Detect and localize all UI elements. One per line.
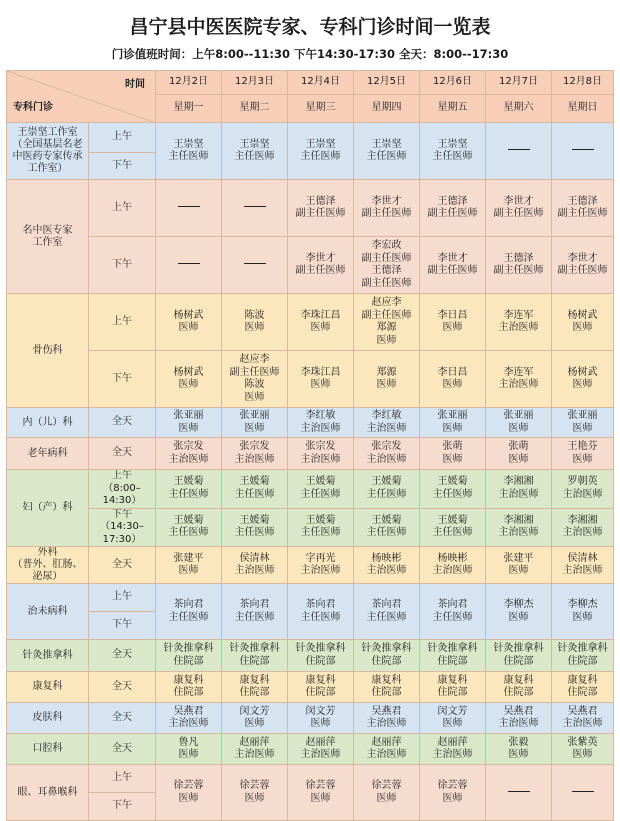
no-clinic-dash bbox=[244, 263, 266, 264]
doctor-cell: 针灸推拿科 住院部 bbox=[486, 640, 552, 672]
doctor-cell: 徐芸蓉 医师 bbox=[288, 765, 354, 821]
schedule-row bbox=[7, 351, 614, 408]
department-name: 名中医专家 工作室 bbox=[7, 180, 89, 294]
weekday-header: 星期六 bbox=[486, 95, 552, 123]
doctor-cell: 陈波 医师 bbox=[222, 294, 288, 351]
period-label: 全天 bbox=[89, 547, 156, 584]
schedule-row bbox=[7, 584, 614, 612]
department-name: 康复科 bbox=[7, 672, 89, 703]
period-label: 全天 bbox=[89, 672, 156, 703]
weekday-header: 星期五 bbox=[420, 95, 486, 123]
page-subtitle: 门诊值班时间：上午8:00--11:30 下午14:30-17:30 全天：8:00--17:30 bbox=[111, 47, 509, 61]
doctor-cell: 杨树武 医师 bbox=[156, 294, 222, 351]
department-name: 老年病科 bbox=[7, 438, 89, 470]
doctor-cell: 针灸推拿科 住院部 bbox=[156, 640, 222, 672]
period-label: 全天 bbox=[89, 734, 156, 765]
period-label: 下午 bbox=[89, 351, 156, 408]
doctor-cell: 王媛菊 主任医师 bbox=[222, 508, 288, 547]
schedule-row bbox=[7, 547, 614, 584]
schedule-row bbox=[7, 180, 614, 237]
doctor-cell: 张紫英 医师 bbox=[552, 734, 614, 765]
doctor-cell: 赵应李 副主任医师 郑源 医师 bbox=[354, 294, 420, 351]
schedule-row bbox=[7, 123, 614, 153]
doctor-cell: 吴燕君 主治医师 bbox=[552, 703, 614, 734]
doctor-cell bbox=[486, 123, 552, 180]
doctor-cell: 李世才 副主任医师 bbox=[486, 180, 552, 237]
doctor-cell: 吴燕君 主治医师 bbox=[156, 703, 222, 734]
department-name: 王崇坚工作室 （全国基层名老 中医药专家传承 工作室） bbox=[7, 123, 89, 180]
doctor-cell: 张宗发 主治医师 bbox=[222, 438, 288, 470]
doctor-cell: 张建平 医师 bbox=[156, 547, 222, 584]
doctor-cell bbox=[156, 237, 222, 294]
doctor-cell: 王崇坚 主任医师 bbox=[354, 123, 420, 180]
doctor-cell: 李世才 副主任医师 bbox=[288, 237, 354, 294]
doctor-cell: 康复科 住院部 bbox=[354, 672, 420, 703]
doctor-cell: 茶向君 主任医师 bbox=[222, 584, 288, 640]
doctor-cell: 王媛菊 主任医师 bbox=[288, 470, 354, 509]
doctor-cell: 字再光 主治医师 bbox=[288, 547, 354, 584]
period-label: 下午 （14:30–17:30） bbox=[89, 508, 156, 547]
weekday-header: 星期一 bbox=[156, 95, 222, 123]
page-title: 昌宁县中医医院专家、专科门诊时间一览表 bbox=[129, 16, 491, 38]
doctor-cell: 赵丽萍 主治医师 bbox=[420, 734, 486, 765]
date-header: 12月7日 bbox=[486, 71, 552, 95]
header-time-label: 时间 bbox=[125, 79, 145, 90]
doctor-cell: 王媛菊 主任医师 bbox=[288, 508, 354, 547]
doctor-cell: 王崇坚 主任医师 bbox=[288, 123, 354, 180]
doctor-cell: 张建平 医师 bbox=[486, 547, 552, 584]
doctor-cell: 闵文芳 医师 bbox=[288, 703, 354, 734]
schedule-row bbox=[7, 237, 614, 294]
doctor-cell: 张毅 医师 bbox=[486, 734, 552, 765]
date-header: 12月8日 bbox=[552, 71, 614, 95]
weekday-header: 星期三 bbox=[288, 95, 354, 123]
doctor-cell: 针灸推拿科 住院部 bbox=[354, 640, 420, 672]
doctor-cell: 徐芸蓉 医师 bbox=[420, 765, 486, 821]
schedule-row bbox=[7, 438, 614, 470]
period-label: 全天 bbox=[89, 640, 156, 672]
doctor-cell: 吴燕君 主治医师 bbox=[354, 703, 420, 734]
period-label: 下午 bbox=[89, 237, 156, 294]
doctor-cell: 李红敏 主治医师 bbox=[288, 408, 354, 438]
date-header: 12月4日 bbox=[288, 71, 354, 95]
doctor-cell: 王媛菊 主任医师 bbox=[354, 470, 420, 509]
period-label: 上午 bbox=[89, 180, 156, 237]
doctor-cell: 康复科 住院部 bbox=[552, 672, 614, 703]
doctor-cell: 针灸推拿科 住院部 bbox=[552, 640, 614, 672]
doctor-cell: 徐芸蓉 医师 bbox=[156, 765, 222, 821]
department-name: 针灸推拿科 bbox=[7, 640, 89, 672]
doctor-cell: 李连军 主治医师 bbox=[486, 351, 552, 408]
no-clinic-dash bbox=[178, 263, 200, 264]
department-name: 皮肤科 bbox=[7, 703, 89, 734]
period-label: 全天 bbox=[89, 703, 156, 734]
doctor-cell: 王崇坚 主任医师 bbox=[156, 123, 222, 180]
doctor-cell: 赵丽萍 主治医师 bbox=[288, 734, 354, 765]
date-header: 12月6日 bbox=[420, 71, 486, 95]
doctor-cell: 李珠江昌 医师 bbox=[288, 294, 354, 351]
schedule-row bbox=[7, 765, 614, 793]
doctor-cell: 杨树武 医师 bbox=[156, 351, 222, 408]
doctor-cell: 杨树武 医师 bbox=[552, 351, 614, 408]
period-label: 下午 bbox=[89, 793, 156, 821]
doctor-cell: 茶向君 主任医师 bbox=[420, 584, 486, 640]
doctor-cell: 李日昌 医师 bbox=[420, 351, 486, 408]
header-corner bbox=[7, 71, 156, 123]
period-label: 全天 bbox=[89, 438, 156, 470]
doctor-cell: 王艳芬 医师 bbox=[552, 438, 614, 470]
doctor-cell: 张宗发 主治医师 bbox=[156, 438, 222, 470]
period-label: 上午 bbox=[89, 294, 156, 351]
no-clinic-dash bbox=[178, 206, 200, 207]
doctor-cell: 李湘湘 主治医师 bbox=[552, 508, 614, 547]
doctor-cell: 茶向君 主任医师 bbox=[288, 584, 354, 640]
doctor-cell: 针灸推拿科 住院部 bbox=[222, 640, 288, 672]
doctor-cell: 闵文芳 医师 bbox=[420, 703, 486, 734]
doctor-cell: 赵丽萍 主治医师 bbox=[354, 734, 420, 765]
schedule-row bbox=[7, 470, 614, 509]
doctor-cell bbox=[552, 123, 614, 180]
doctor-cell: 王崇坚 主任医师 bbox=[420, 123, 486, 180]
doctor-cell: 杨树武 医师 bbox=[552, 294, 614, 351]
period-label: 上午 （8:00–14:30） bbox=[89, 470, 156, 509]
doctor-cell: 康复科 住院部 bbox=[222, 672, 288, 703]
schedule-row bbox=[7, 294, 614, 351]
doctor-cell: 杨映彬 主治医师 bbox=[420, 547, 486, 584]
weekday-header: 星期日 bbox=[552, 95, 614, 123]
header-dept-label: 专科门诊 bbox=[13, 101, 53, 113]
department-name: 内（儿）科 bbox=[7, 408, 89, 438]
doctor-cell: 鲁凡 医师 bbox=[156, 734, 222, 765]
schedule-row bbox=[7, 672, 614, 703]
doctor-cell: 王媛菊 主任医师 bbox=[354, 508, 420, 547]
doctor-cell bbox=[222, 237, 288, 294]
doctor-cell: 罗朝英 主治医师 bbox=[552, 470, 614, 509]
doctor-cell: 张萌 医师 bbox=[486, 438, 552, 470]
doctor-cell: 张萌 医师 bbox=[420, 438, 486, 470]
doctor-cell: 李宏政 副主任医师 王德泽 副主任医师 bbox=[354, 237, 420, 294]
doctor-cell: 王德泽 副主任医师 bbox=[288, 180, 354, 237]
date-header: 12月2日 bbox=[156, 71, 222, 95]
doctor-cell: 徐芸蓉 医师 bbox=[222, 765, 288, 821]
doctor-cell: 张亚丽 医师 bbox=[486, 408, 552, 438]
doctor-cell: 李世才 副主任医师 bbox=[420, 237, 486, 294]
doctor-cell: 吴燕君 主治医师 bbox=[486, 703, 552, 734]
schedule-row bbox=[7, 703, 614, 734]
doctor-cell: 王媛菊 主任医师 bbox=[222, 470, 288, 509]
doctor-cell bbox=[222, 180, 288, 237]
doctor-cell: 王崇坚 主任医师 bbox=[222, 123, 288, 180]
period-label: 上午 bbox=[89, 123, 156, 153]
no-clinic-dash bbox=[508, 149, 530, 150]
doctor-cell: 张宗发 主治医师 bbox=[354, 438, 420, 470]
schedule-row bbox=[7, 734, 614, 765]
period-label: 上午 bbox=[89, 765, 156, 793]
period-label: 全天 bbox=[89, 408, 156, 438]
no-clinic-dash bbox=[244, 206, 266, 207]
doctor-cell: 王媛菊 主任医师 bbox=[420, 508, 486, 547]
doctor-cell: 茶向君 主任医师 bbox=[354, 584, 420, 640]
doctor-cell bbox=[552, 765, 614, 821]
doctor-cell: 徐芸蓉 医师 bbox=[354, 765, 420, 821]
doctor-cell bbox=[486, 765, 552, 821]
doctor-cell: 康复科 住院部 bbox=[156, 672, 222, 703]
doctor-cell: 闵文芳 医师 bbox=[222, 703, 288, 734]
department-name: 骨伤科 bbox=[7, 294, 89, 408]
doctor-cell: 侯清林 主治医师 bbox=[222, 547, 288, 584]
doctor-cell: 茶向君 主任医师 bbox=[156, 584, 222, 640]
period-label: 下午 bbox=[89, 612, 156, 640]
doctor-cell: 康复科 住院部 bbox=[288, 672, 354, 703]
no-clinic-dash bbox=[508, 791, 530, 792]
doctor-cell: 王德泽 副主任医师 bbox=[552, 180, 614, 237]
doctor-cell: 李柳杰 医师 bbox=[552, 584, 614, 640]
doctor-cell: 李日昌 医师 bbox=[420, 294, 486, 351]
date-header: 12月3日 bbox=[222, 71, 288, 95]
no-clinic-dash bbox=[572, 149, 594, 150]
schedule-row bbox=[7, 408, 614, 438]
doctor-cell: 张亚丽 医师 bbox=[552, 408, 614, 438]
doctor-cell: 针灸推拿科 住院部 bbox=[288, 640, 354, 672]
doctor-cell: 王媛菊 主任医师 bbox=[156, 470, 222, 509]
doctor-cell: 康复科 住院部 bbox=[486, 672, 552, 703]
doctor-cell: 杨映彬 主治医师 bbox=[354, 547, 420, 584]
doctor-cell: 李珠江昌 医师 bbox=[288, 351, 354, 408]
doctor-cell: 侯清林 主治医师 bbox=[552, 547, 614, 584]
no-clinic-dash bbox=[572, 791, 594, 792]
department-name: 治未病科 bbox=[7, 584, 89, 640]
doctor-cell: 李湘湘 主治医师 bbox=[486, 470, 552, 509]
period-label: 上午 bbox=[89, 584, 156, 612]
weekday-header: 星期四 bbox=[354, 95, 420, 123]
doctor-cell: 王媛菊 主任医师 bbox=[156, 508, 222, 547]
schedule-table bbox=[6, 70, 614, 821]
doctor-cell: 李柳杰 医师 bbox=[486, 584, 552, 640]
weekday-header: 星期二 bbox=[222, 95, 288, 123]
doctor-cell: 康复科 住院部 bbox=[420, 672, 486, 703]
doctor-cell: 李湘湘 主治医师 bbox=[486, 508, 552, 547]
department-name: 妇（产）科 bbox=[7, 470, 89, 547]
doctor-cell: 王媛菊 主任医师 bbox=[420, 470, 486, 509]
schedule-row bbox=[7, 640, 614, 672]
department-name: 外科 （普外、肛肠、 泌尿） bbox=[7, 547, 89, 584]
schedule-row bbox=[7, 508, 614, 547]
doctor-cell: 李连军 主治医师 bbox=[486, 294, 552, 351]
doctor-cell: 张宗发 主治医师 bbox=[288, 438, 354, 470]
doctor-cell: 赵丽萍 主治医师 bbox=[222, 734, 288, 765]
doctor-cell: 李世才 副主任医师 bbox=[354, 180, 420, 237]
doctor-cell bbox=[156, 180, 222, 237]
doctor-cell: 针灸推拿科 住院部 bbox=[420, 640, 486, 672]
doctor-cell: 张亚丽 医师 bbox=[420, 408, 486, 438]
doctor-cell: 张亚丽 医师 bbox=[222, 408, 288, 438]
doctor-cell: 李世才 副主任医师 bbox=[552, 237, 614, 294]
period-label: 下午 bbox=[89, 153, 156, 180]
doctor-cell: 赵应李 副主任医师 陈波 医师 bbox=[222, 351, 288, 408]
doctor-cell: 李红敏 主治医师 bbox=[354, 408, 420, 438]
department-name: 口腔科 bbox=[7, 734, 89, 765]
doctor-cell: 张亚丽 医师 bbox=[156, 408, 222, 438]
doctor-cell: 王德泽 副主任医师 bbox=[420, 180, 486, 237]
department-name: 眼、耳鼻喉科 bbox=[7, 765, 89, 821]
date-header: 12月5日 bbox=[354, 71, 420, 95]
doctor-cell: 王德泽 副主任医师 bbox=[486, 237, 552, 294]
doctor-cell: 郑源 医师 bbox=[354, 351, 420, 408]
